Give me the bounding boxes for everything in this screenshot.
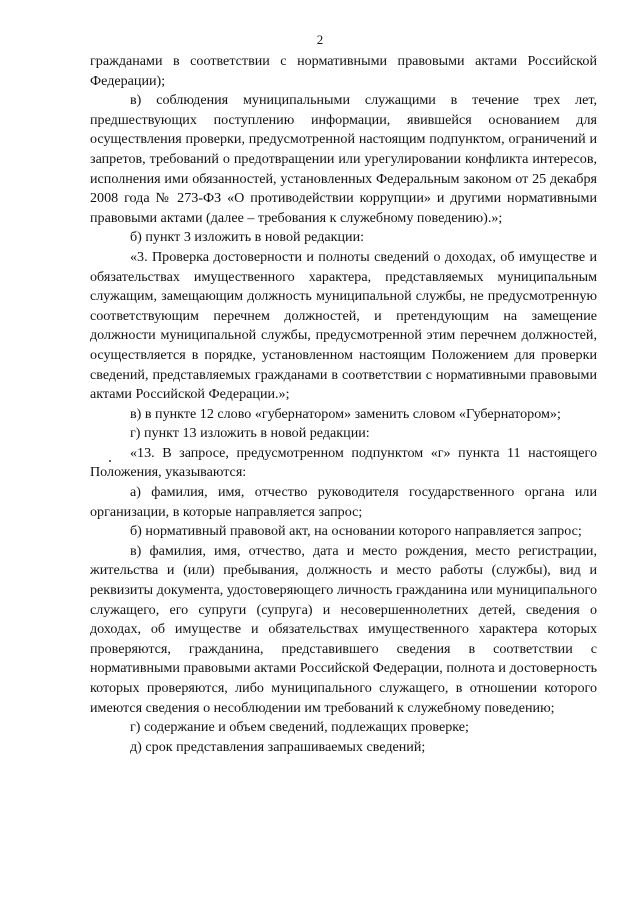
paragraph-amend-point-12: в) в пункте 12 слово «губернатором» заменить словом «Губернатором»; [130,405,561,422]
paragraph-point-3-text: «3. Проверка достоверности и полноты сведений о доходах, об имуществе и обязательствах имущественного характера, представляемых муниципальным служащим, замещающим должность муниципальной службы, не предусмотренную соответствующим перечнем должностей, и претендующим на замещение должности муниципальной службы, предусмотренной этим перечнем должностей, осуществляется в порядке, установленном настоящим Положением для проверки сведений, представляемых гражданами в соответствии с нормативными правовыми актами Российской Федерации.»; [90,248,597,403]
paragraph-point-13-text: «13. В запросе, предусмотренном подпунктом «г» пункта 11 настоящего Положения, указываются: [90,444,597,481]
paragraph-item-g: г) содержание и объем сведений, подлежащих проверке; [130,719,469,736]
paragraph-item-v-compliance: в) соблюдения муниципальными служащими в течение трех лет, предшествующих поступлению информации, явившейся основанием для осуществления проверки, предусмотренной настоящим подпунктом, ограничений и запретов, требований о предотвращении или урегулировании конфликта интересов, исполнения ими обязанностей, установленных Федеральным законом от 25 декабря 2008 года № 273-ФЗ «О противодействии коррупции» и другими нормативными правовыми актами (далее – требования к служебному поведению).»; [90,92,597,226]
paragraph-continuation: гражданами в соответствии с нормативными правовыми актами Российской Федерации); [90,53,597,89]
paragraph-item-b: б) нормативный правовой акт, на основании которого направляется запрос; [130,523,582,540]
paragraph-item-v: в) фамилия, имя, отчество, дата и место рождения, место регистрации, жительства и (или) пребывания, должность и место работы (службы), вид и реквизиты документа, удостоверяющего личность гражданина или муниципального служащего, его супруги (супруга) и несовершеннолетних детей, сведения о доходах, об имуществе и обязательствах имущественного характера которых проверяются, гражданина, представившего сведения в соответствии с нормативными правовыми актами Российской Федерации, полнота и достоверность которых проверяются, либо муниципального служащего, в отношении которого имеются сведения о несоблюдении им требований к служебному поведению; [90,542,597,716]
page-number: 2 [316,32,324,47]
paragraph-item-d: д) срок представления запрашиваемых сведений; [130,738,426,755]
scan-dot [109,460,111,462]
paragraph-amend-point-3: б) пункт 3 изложить в новой редакции: [130,229,365,246]
paragraph-item-a: а) фамилия, имя, отчество руководителя государственного органа или организации, в которые направляется запрос; [90,484,597,520]
document-body [90,52,597,757]
paragraph-amend-point-13: г) пункт 13 изложить в новой редакции: [130,425,370,442]
